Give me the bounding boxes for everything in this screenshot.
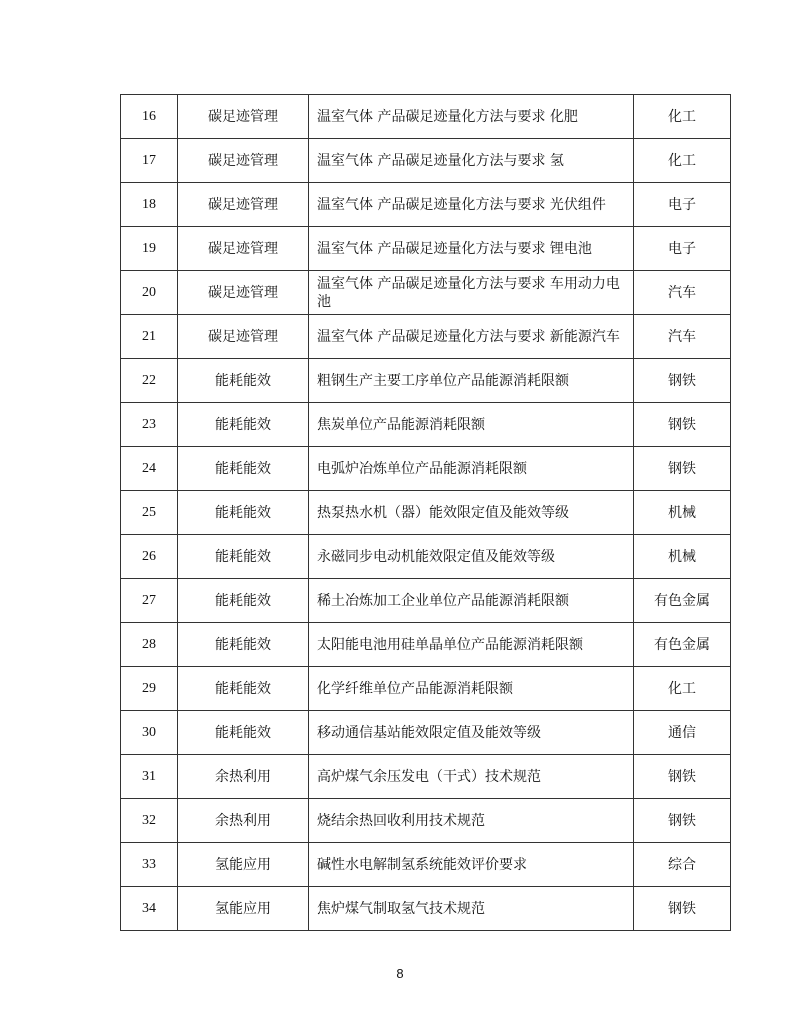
row-category: 氢能应用: [178, 887, 309, 931]
row-industry: 化工: [634, 667, 731, 711]
row-standard-name: 电弧炉冶炼单位产品能源消耗限额: [309, 447, 634, 491]
row-category: 碳足迹管理: [178, 95, 309, 139]
table-row: [121, 623, 731, 667]
row-number: 28: [121, 623, 178, 667]
row-category: 能耗能效: [178, 535, 309, 579]
row-industry: 汽车: [634, 271, 731, 315]
row-category: 能耗能效: [178, 667, 309, 711]
row-industry: 电子: [634, 227, 731, 271]
row-category: 碳足迹管理: [178, 139, 309, 183]
row-standard-name: 温室气体 产品碳足迹量化方法与要求 车用动力电池: [309, 271, 634, 315]
row-category: 能耗能效: [178, 579, 309, 623]
page-number: 8: [396, 966, 404, 981]
table-row: [121, 95, 731, 139]
row-standard-name: 热泵热水机（器）能效限定值及能效等级: [309, 491, 634, 535]
table-row: [121, 887, 731, 931]
row-industry: 化工: [634, 95, 731, 139]
row-category: 能耗能效: [178, 623, 309, 667]
row-industry: 有色金属: [634, 579, 731, 623]
row-standard-name: 粗钢生产主要工序单位产品能源消耗限额: [309, 359, 634, 403]
row-standard-name: 烧结余热回收利用技术规范: [309, 799, 634, 843]
row-category: 能耗能效: [178, 403, 309, 447]
row-industry: 钢铁: [634, 887, 731, 931]
row-industry: 钢铁: [634, 755, 731, 799]
row-category: 能耗能效: [178, 447, 309, 491]
row-category: 余热利用: [178, 799, 309, 843]
row-industry: 有色金属: [634, 623, 731, 667]
row-number: 16: [121, 95, 178, 139]
table-row: [121, 403, 731, 447]
row-standard-name: 移动通信基站能效限定值及能效等级: [309, 711, 634, 755]
row-standard-name: 温室气体 产品碳足迹量化方法与要求 锂电池: [309, 227, 634, 271]
row-standard-name: 温室气体 产品碳足迹量化方法与要求 新能源汽车: [309, 315, 634, 359]
row-category: 碳足迹管理: [178, 227, 309, 271]
row-category: 碳足迹管理: [178, 271, 309, 315]
row-number: 22: [121, 359, 178, 403]
row-number: 19: [121, 227, 178, 271]
row-number: 30: [121, 711, 178, 755]
row-number: 29: [121, 667, 178, 711]
row-standard-name: 稀土冶炼加工企业单位产品能源消耗限额: [309, 579, 634, 623]
table-row: [121, 183, 731, 227]
table-row: [121, 667, 731, 711]
row-category: 氢能应用: [178, 843, 309, 887]
row-category: 碳足迹管理: [178, 183, 309, 227]
row-number: 20: [121, 271, 178, 315]
row-category: 余热利用: [178, 755, 309, 799]
table-row: [121, 491, 731, 535]
row-number: 25: [121, 491, 178, 535]
row-standard-name: 化学纤维单位产品能源消耗限额: [309, 667, 634, 711]
row-number: 24: [121, 447, 178, 491]
table-row: [121, 755, 731, 799]
row-number: 31: [121, 755, 178, 799]
standards-table: [120, 94, 731, 931]
row-standard-name: 温室气体 产品碳足迹量化方法与要求 化肥: [309, 95, 634, 139]
table-row: [121, 711, 731, 755]
table-row: [121, 227, 731, 271]
row-category: 能耗能效: [178, 711, 309, 755]
row-standard-name: 焦炭单位产品能源消耗限额: [309, 403, 634, 447]
row-industry: 化工: [634, 139, 731, 183]
table-body: [121, 95, 731, 931]
row-standard-name: 温室气体 产品碳足迹量化方法与要求 氢: [309, 139, 634, 183]
row-number: 33: [121, 843, 178, 887]
table-row: [121, 359, 731, 403]
row-industry: 机械: [634, 535, 731, 579]
row-industry: 汽车: [634, 315, 731, 359]
row-category: 能耗能效: [178, 359, 309, 403]
table-row: [121, 139, 731, 183]
row-standard-name: 温室气体 产品碳足迹量化方法与要求 光伏组件: [309, 183, 634, 227]
row-number: 26: [121, 535, 178, 579]
table-row: [121, 535, 731, 579]
row-industry: 钢铁: [634, 359, 731, 403]
table-row: [121, 271, 731, 315]
row-industry: 钢铁: [634, 447, 731, 491]
row-number: 17: [121, 139, 178, 183]
row-number: 27: [121, 579, 178, 623]
row-number: 21: [121, 315, 178, 359]
row-standard-name: 碱性水电解制氢系统能效评价要求: [309, 843, 634, 887]
row-industry: 钢铁: [634, 403, 731, 447]
row-industry: 钢铁: [634, 799, 731, 843]
table-row: [121, 843, 731, 887]
row-industry: 综合: [634, 843, 731, 887]
row-category: 碳足迹管理: [178, 315, 309, 359]
table-row: [121, 447, 731, 491]
row-category: 能耗能效: [178, 491, 309, 535]
row-number: 34: [121, 887, 178, 931]
row-standard-name: 高炉煤气余压发电（干式）技术规范: [309, 755, 634, 799]
row-industry: 电子: [634, 183, 731, 227]
table-row: [121, 315, 731, 359]
row-standard-name: 永磁同步电动机能效限定值及能效等级: [309, 535, 634, 579]
row-industry: 机械: [634, 491, 731, 535]
table-row: [121, 579, 731, 623]
row-standard-name: 焦炉煤气制取氢气技术规范: [309, 887, 634, 931]
row-industry: 通信: [634, 711, 731, 755]
row-standard-name: 太阳能电池用硅单晶单位产品能源消耗限额: [309, 623, 634, 667]
row-number: 32: [121, 799, 178, 843]
row-number: 18: [121, 183, 178, 227]
table-row: [121, 799, 731, 843]
row-number: 23: [121, 403, 178, 447]
